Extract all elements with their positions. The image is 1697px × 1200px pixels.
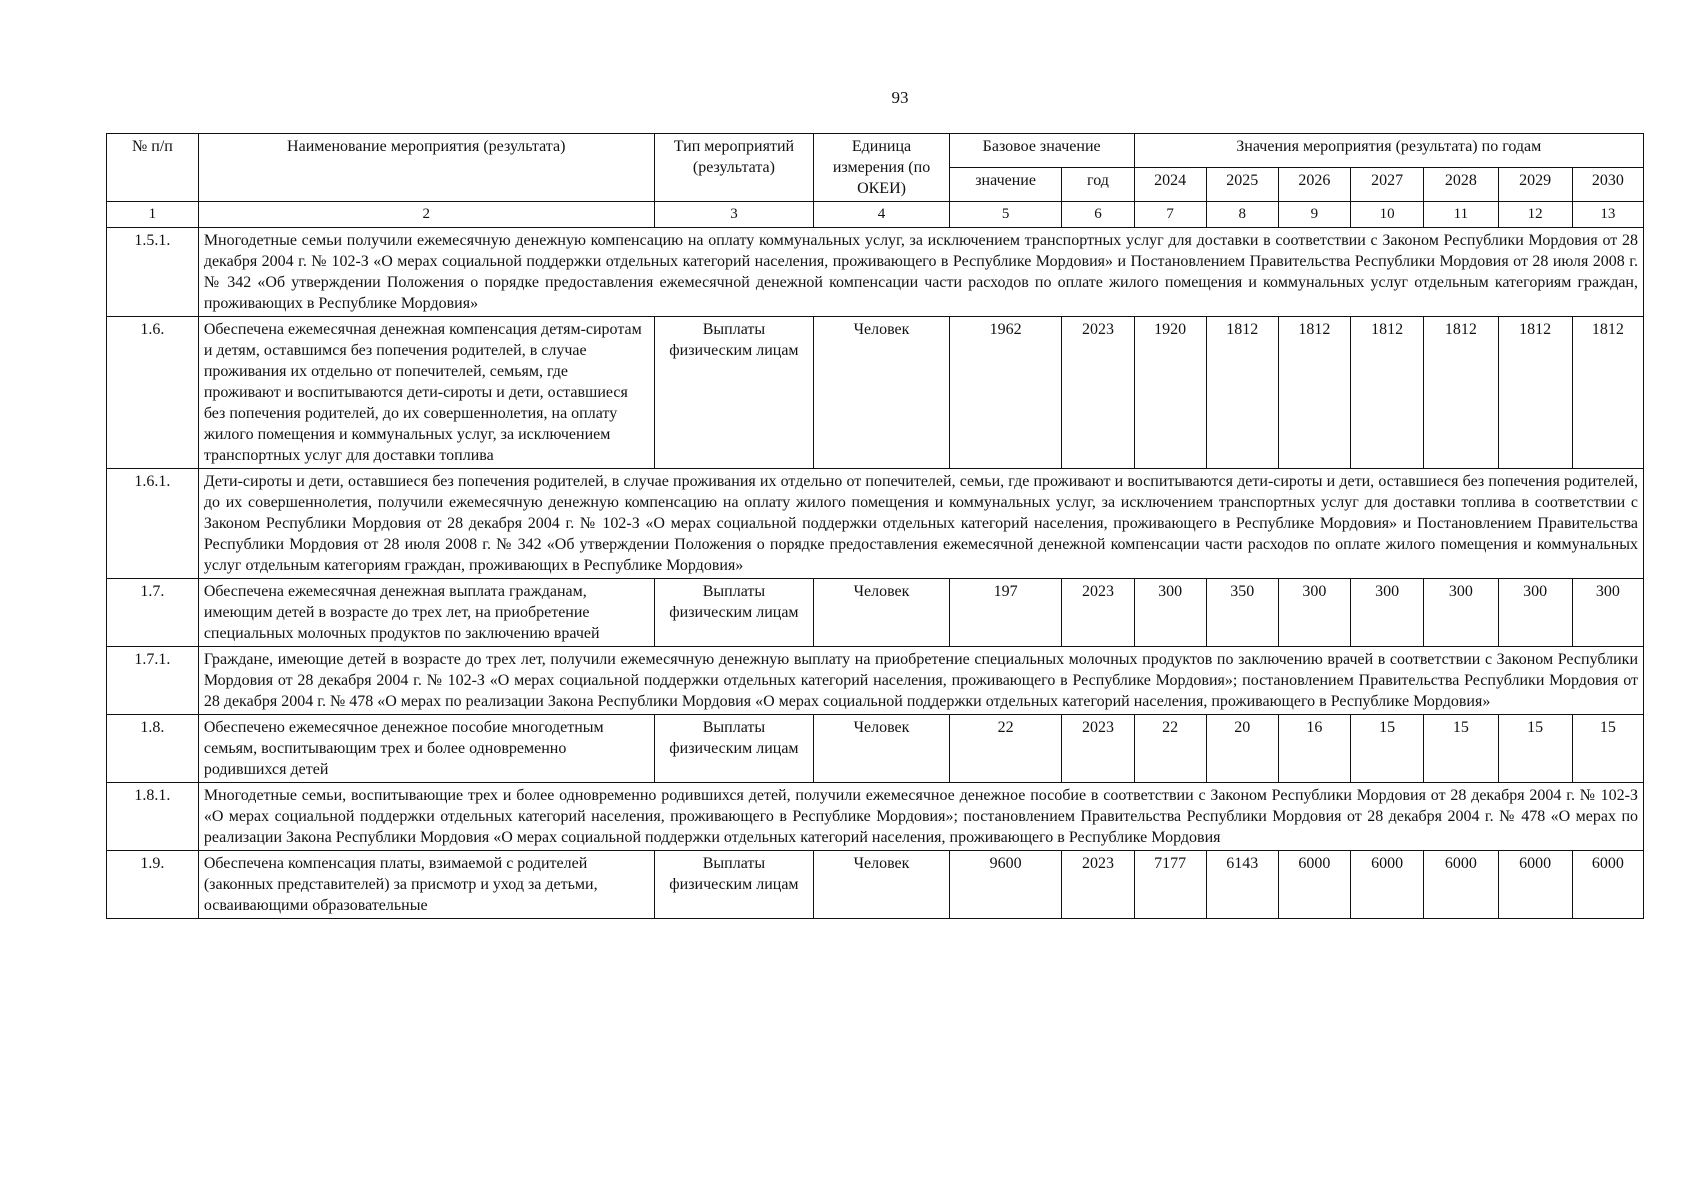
base-year: 2023 [1062, 851, 1134, 919]
year-value: 20 [1206, 715, 1278, 783]
year-value: 6000 [1350, 851, 1423, 919]
year-value: 1812 [1424, 317, 1498, 469]
year-value: 15 [1572, 715, 1643, 783]
base-value: 197 [949, 579, 1062, 647]
measure-type: Выплаты физическим лицам [654, 317, 814, 469]
header-year: 2027 [1350, 168, 1423, 202]
year-value: 15 [1498, 715, 1572, 783]
header-row-1 [107, 134, 1644, 168]
year-value: 1920 [1134, 317, 1206, 469]
column-number: 9 [1278, 202, 1350, 228]
row-number: 1.7. [107, 579, 199, 647]
header-name: Наименование мероприятия (результата) [198, 134, 654, 202]
base-value: 22 [949, 715, 1062, 783]
row-number: 1.8. [107, 715, 199, 783]
base-year: 2023 [1062, 317, 1134, 469]
year-value: 7177 [1134, 851, 1206, 919]
header-num: № п/п [107, 134, 199, 202]
year-value: 1812 [1350, 317, 1423, 469]
header-year: 2028 [1424, 168, 1498, 202]
description-row [107, 228, 1644, 317]
year-value: 300 [1498, 579, 1572, 647]
row-description: Многодетные семьи, воспитывающие трех и более одновременно родившихся детей, получили ежемесячное денежное пособие в соответствии с Законом Республики Мордовия от 28 декабря 2004 г. № 102-З «О мерах социальной поддержки отдельных категорий населения, проживающего в Республике Мордовия»; постановлением Правительства Республики Мордовия от 28 декабря 2004 г. № 478 «О мерах по реализации Закона Республики Мордовия «О мерах социальной поддержки отдельных категорий населения, проживающего в Республике Мордовия [198, 783, 1643, 851]
year-value: 15 [1350, 715, 1423, 783]
column-number: 12 [1498, 202, 1572, 228]
row-number: 1.9. [107, 851, 199, 919]
year-value: 300 [1350, 579, 1423, 647]
base-value: 1962 [949, 317, 1062, 469]
header-year: 2029 [1498, 168, 1572, 202]
header-years-title: Значения мероприятия (результата) по годам [1134, 134, 1643, 168]
row-number: 1.8.1. [107, 783, 199, 851]
header-unit: Единица измерения (по ОКЕИ) [814, 134, 950, 202]
column-number: 6 [1062, 202, 1134, 228]
description-row [107, 783, 1644, 851]
description-row [107, 647, 1644, 715]
row-number: 1.5.1. [107, 228, 199, 317]
table-body [107, 134, 1644, 919]
column-numbers-row [107, 202, 1644, 228]
year-value: 300 [1278, 579, 1350, 647]
row-number: 1.6.1. [107, 469, 199, 579]
header-base-value: значение [949, 168, 1062, 202]
measure-row [107, 317, 1644, 469]
measure-unit: Человек [814, 317, 950, 469]
header-year: 2024 [1134, 168, 1206, 202]
column-number: 8 [1206, 202, 1278, 228]
measure-type: Выплаты физическим лицам [654, 851, 814, 919]
year-value: 6000 [1278, 851, 1350, 919]
year-value: 1812 [1572, 317, 1643, 469]
measure-name: Обеспечена компенсация платы, взимаемой с родителей (законных представителей) за присмотр и уход за детьми, осваивающими образовательные [198, 851, 654, 919]
header-type: Тип мероприятий (результата) [654, 134, 814, 202]
header-year: 2025 [1206, 168, 1278, 202]
year-value: 6000 [1498, 851, 1572, 919]
measure-unit: Человек [814, 579, 950, 647]
column-number: 5 [949, 202, 1062, 228]
header-base: Базовое значение [949, 134, 1134, 168]
column-number: 11 [1424, 202, 1498, 228]
row-description: Дети-сироты и дети, оставшиеся без попечения родителей, в случае проживания их отдельно от попечителей, семьи, где проживают и воспитываются дети-сироты и дети, оставшиеся без попечения родителей, до их совершеннолетия, получили ежемесячную денежную компенсацию на оплату жилого помещения и коммунальных услуг, за исключением транспортных услуг для доставки топлива в соответствии с Законом Республики Мордовия от 28 декабря 2004 г. № 102-З «О мерах социальной поддержки отдельных категорий населения, проживающего в Республике Мордовия» и Постановлением Правительства Республики Мордовия от 28 июля 2008 г. № 342 «Об утверждении Положения о порядке предоставления ежемесячной денежной компенсации части расходов по оплате жилого помещения и коммунальных услуг отдельным категориям граждан, проживающих в Республике Мордовия» [198, 469, 1643, 579]
measure-name: Обеспечена ежемесячная денежная компенсация детям-сиротам и детям, оставшимся без попечения родителей, в случае проживания их отдельно от попечителей, семьям, где проживают и воспитываются дети-сироты и дети, оставшиеся без попечения родителей, до их совершеннолетия, на оплату жилого помещения и коммунальных услуг, за исключением транспортных услуг для доставки топлива [198, 317, 654, 469]
column-number: 2 [198, 202, 654, 228]
page-number: 93 [891, 88, 909, 107]
column-number: 3 [654, 202, 814, 228]
measure-name: Обеспечено ежемесячное денежное пособие многодетным семьям, воспитывающим трех и более одновременно родившихся детей [198, 715, 654, 783]
base-value: 9600 [949, 851, 1062, 919]
column-number: 7 [1134, 202, 1206, 228]
header-year: 2026 [1278, 168, 1350, 202]
year-value: 16 [1278, 715, 1350, 783]
year-value: 1812 [1206, 317, 1278, 469]
header-base-year: год [1062, 168, 1134, 202]
measure-unit: Человек [814, 851, 950, 919]
column-number: 4 [814, 202, 950, 228]
base-year: 2023 [1062, 579, 1134, 647]
base-year: 2023 [1062, 715, 1134, 783]
description-row [107, 469, 1644, 579]
measure-row [107, 851, 1644, 919]
year-value: 350 [1206, 579, 1278, 647]
measure-name: Обеспечена ежемесячная денежная выплата гражданам, имеющим детей в возрасте до трех лет, на приобретение специальных молочных продуктов по заключению врачей [198, 579, 654, 647]
row-number: 1.7.1. [107, 647, 199, 715]
year-value: 22 [1134, 715, 1206, 783]
column-number: 1 [107, 202, 199, 228]
year-value: 300 [1134, 579, 1206, 647]
row-description: Многодетные семьи получили ежемесячную денежную компенсацию на оплату коммунальных услуг, за исключением транспортных услуг для доставки в соответствии с Законом Республики Мордовия от 28 декабря 2004 г. № 102-З «О мерах социальной поддержки отдельных категорий населения, проживающего в Республике Мордовия» и Постановлением Правительства Республики Мордовия от 28 июля 2008 г. № 342 «Об утверждении Положения о порядке предоставления ежемесячной денежной компенсации части расходов по оплате жилого помещения и коммунальных услуг отдельным категориям граждан, проживающих в Республике Мордовия» [198, 228, 1643, 317]
year-value: 6143 [1206, 851, 1278, 919]
measure-type: Выплаты физическим лицам [654, 579, 814, 647]
measure-row [107, 579, 1644, 647]
year-value: 300 [1572, 579, 1643, 647]
measures-table [106, 133, 1644, 919]
column-number: 13 [1572, 202, 1643, 228]
year-value: 300 [1424, 579, 1498, 647]
row-description: Граждане, имеющие детей в возрасте до трех лет, получили ежемесячную денежную выплату на приобретение специальных молочных продуктов по заключению врачей в соответствии с Законом Республики Мордовия от 28 декабря 2004 г. № 102-З «О мерах социальной поддержки отдельных категорий населения, проживающего в Республике Мордовия»; постановлением Правительства Республики Мордовия от 28 декабря 2004 г. № 478 «О мерах по реализации Закона Республики Мордовия «О мерах социальной поддержки отдельных категорий населения, проживающего в Республике Мордовия» [198, 647, 1643, 715]
header-year: 2030 [1572, 168, 1643, 202]
measure-row [107, 715, 1644, 783]
year-value: 15 [1424, 715, 1498, 783]
year-value: 6000 [1424, 851, 1498, 919]
measure-type: Выплаты физическим лицам [654, 715, 814, 783]
year-value: 1812 [1278, 317, 1350, 469]
measure-unit: Человек [814, 715, 950, 783]
year-value: 6000 [1572, 851, 1643, 919]
row-number: 1.6. [107, 317, 199, 469]
column-number: 10 [1350, 202, 1423, 228]
year-value: 1812 [1498, 317, 1572, 469]
